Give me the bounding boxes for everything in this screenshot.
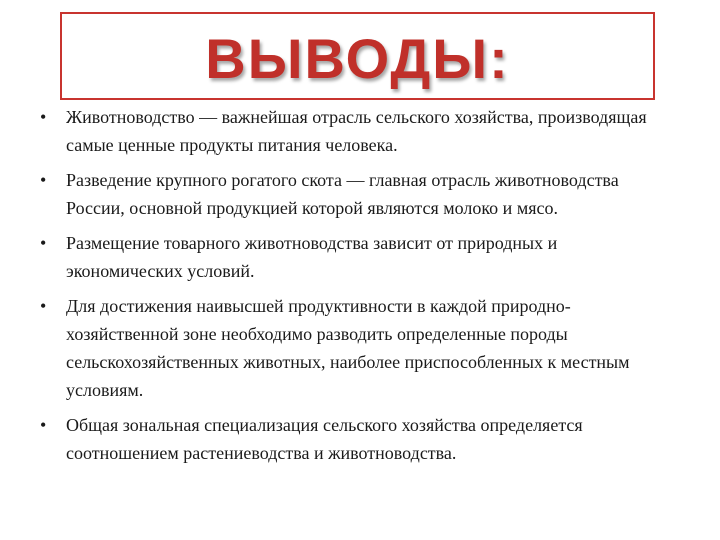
bullet-icon: • xyxy=(40,415,47,435)
bullet-item xyxy=(30,229,670,285)
bullet-icon: • xyxy=(40,107,47,127)
bullet-text: Для достижения наивысшей продуктивности в каждой природно-хозяйственной зоне необходимо разводить определенные породы сельскохозяйственных животных, наиболее приспособленных к местным условиям. xyxy=(66,296,630,400)
bullet-text: Животноводство — важнейшая отрасль сельского хозяйства, производящая самые ценные продукты питания человека. xyxy=(66,107,647,155)
slide-title: ВЫВОДЫ: xyxy=(205,26,510,90)
conclusions-list xyxy=(30,103,670,474)
bullet-icon: • xyxy=(40,233,47,253)
bullet-icon: • xyxy=(40,170,47,190)
bullet-text: Размещение товарного животноводства зависит от природных и экономических условий. xyxy=(66,233,558,281)
bullet-item xyxy=(30,292,670,404)
bullet-text: Разведение крупного рогатого скота — главная отрасль животноводства России, основной продукцией которой являются молоко и мясо. xyxy=(66,170,619,218)
bullet-item xyxy=(30,411,670,467)
bullet-item xyxy=(30,103,670,159)
bullet-text: Общая зональная специализация сельского хозяйства определяется соотношением растениеводства и животноводства. xyxy=(66,415,583,463)
title-frame xyxy=(60,12,655,100)
bullet-item xyxy=(30,166,670,222)
bullet-icon: • xyxy=(40,296,47,316)
